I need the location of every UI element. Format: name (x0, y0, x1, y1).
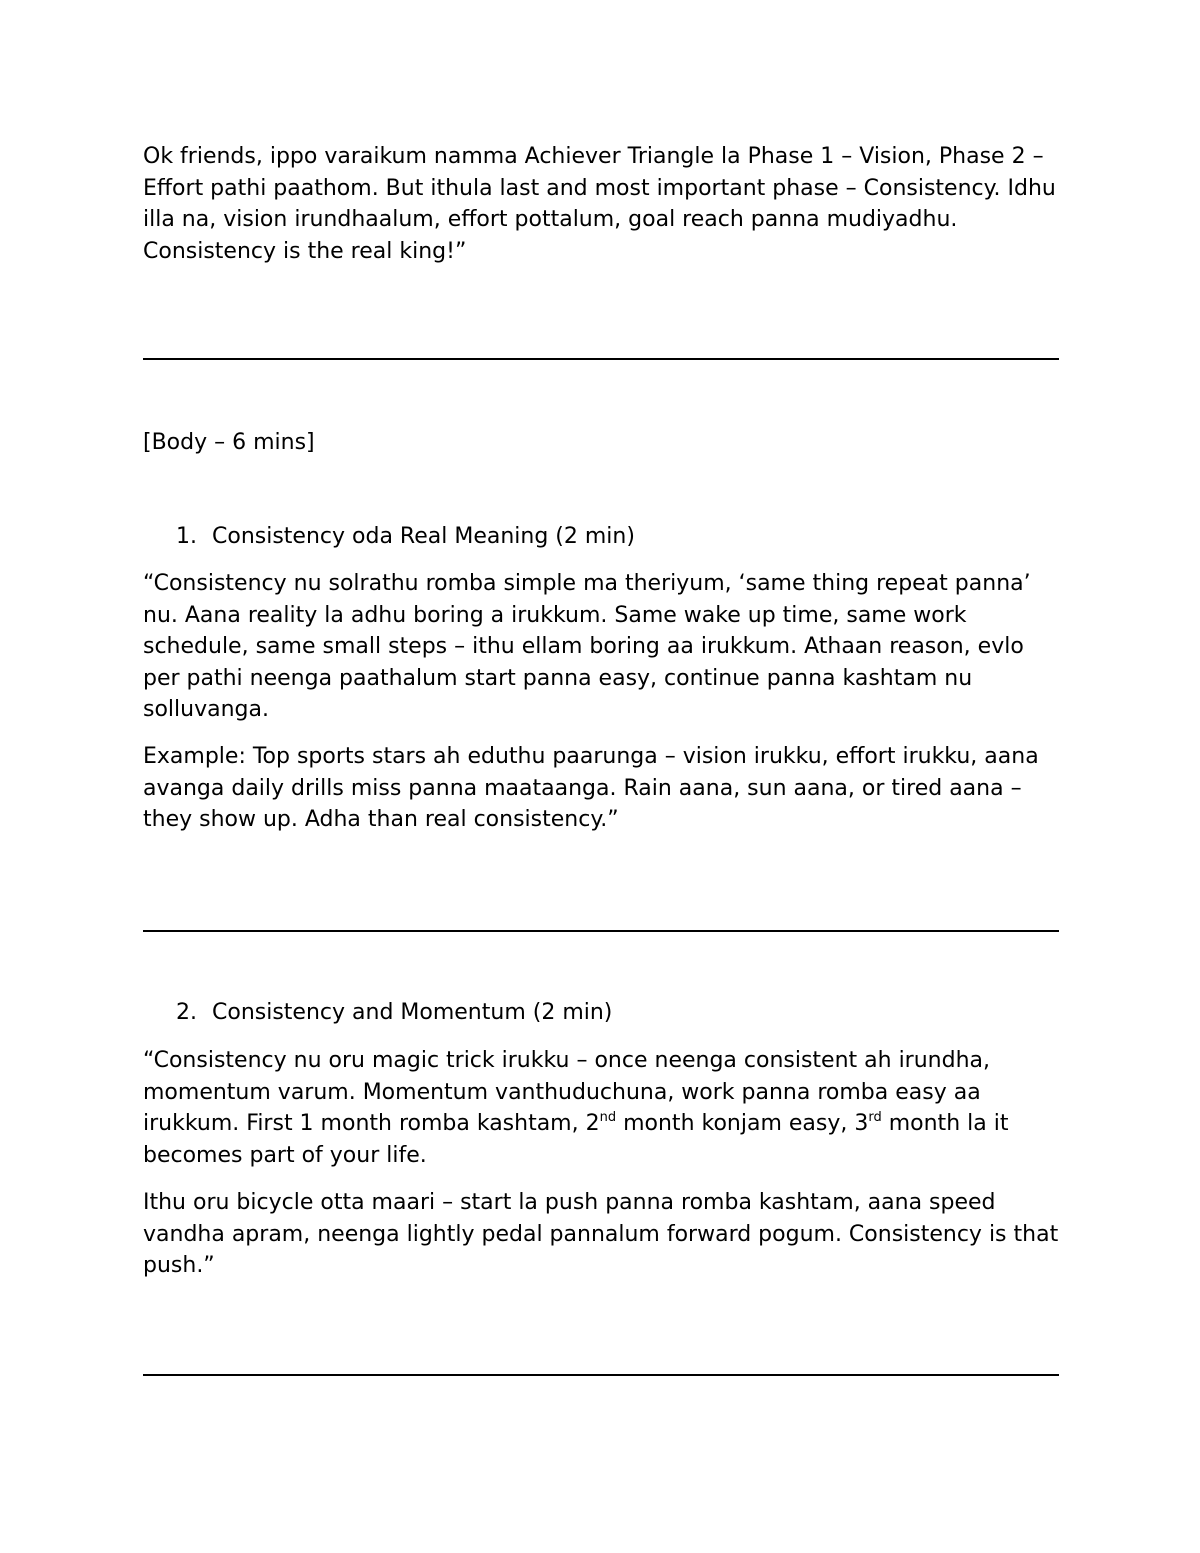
horizontal-rule (143, 1374, 1059, 1376)
section-2-paragraph-2: Ithu oru bicycle otta maari – start la push panna romba kashtam, aana speed vandha apram, neenga lightly pedal pannalum forward pogum. Consistency is that push.” (143, 1190, 1059, 1278)
section-2-paragraph-1-part-a: “Consistency nu oru magic trick irukku – once neenga consistent ah irundha, momentum varum. Momentum vanthuduchuna, work panna romba easy aa irukkum. First 1 month romba kashtam, 2 (143, 1048, 990, 1136)
horizontal-rule (143, 930, 1059, 932)
ordinal-suffix: nd (599, 1110, 617, 1125)
section-2-number: 2. (176, 1000, 197, 1025)
section-1-number: 1. (176, 524, 197, 549)
horizontal-rule (143, 358, 1059, 360)
section-2-heading (176, 997, 1056, 1029)
section-1-paragraph-2: Example: Top sports stars ah eduthu paarunga – vision irukku, effort irukku, aana avanga daily drills miss panna maataanga. Rain aana, sun aana, or tired aana – they show up. Adha than real consistency.” (143, 744, 1039, 832)
section-2-paragraph-1-part-b: month konjam easy, 3 (616, 1111, 869, 1136)
section-2-paragraph-1-part-c: month la it becomes part of your life. (143, 1111, 1009, 1168)
section-2-title: Consistency and Momentum (2 min) (212, 1000, 613, 1025)
section-2-paragraph-1 (143, 1045, 1063, 1171)
section-1-heading (176, 521, 1056, 553)
ordinal-suffix: rd (868, 1110, 882, 1125)
intro-paragraph: Ok friends, ippo varaikum namma Achiever Triangle la Phase 1 – Vision, Phase 2 – Effort pathi paathom. But ithula last and most important phase – Consistency. Idhu illa na, vision irundhaalum, effort pottalum, goal reach panna mudiyadhu. Consistency is the real king!” (143, 144, 1056, 264)
section-1-title: Consistency oda Real Meaning (2 min) (212, 524, 635, 549)
section-1-paragraph-1: “Consistency nu solrathu romba simple ma theriyum, ‘same thing repeat panna’ nu. Aana reality la adhu boring a irukkum. Same wake up time, same work schedule, same small steps – ithu ellam boring aa irukkum. Athaan reason, evlo per pathi neenga paathalum start panna easy, continue panna kashtam nu solluvanga. (143, 571, 1031, 722)
body-heading: [Body – 6 mins] (143, 430, 315, 455)
